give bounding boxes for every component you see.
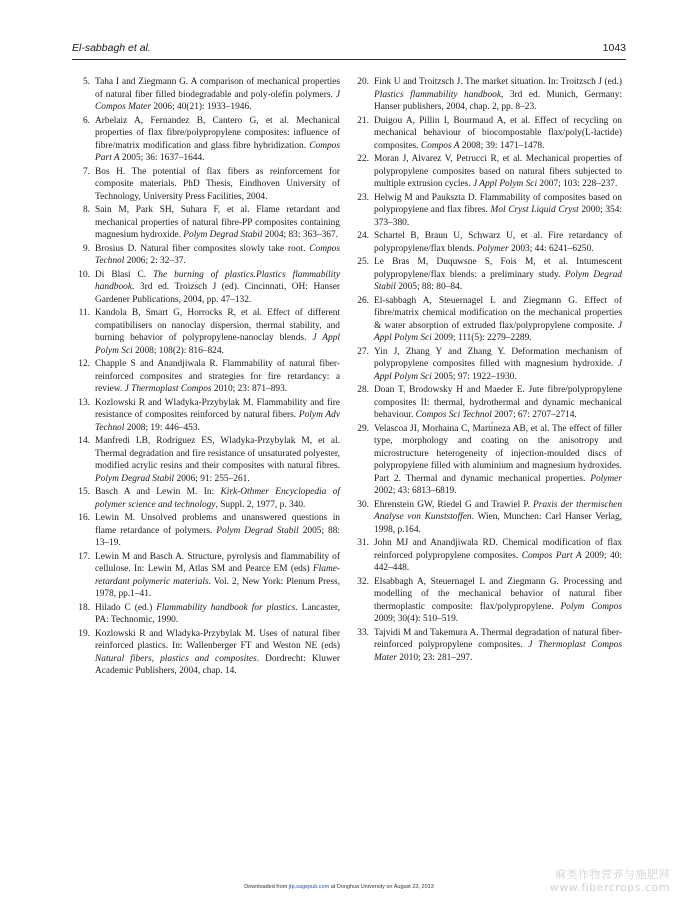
reference-text: . Wien, Munchen: Carl Hanser Verlag, 1998, p.164. [374,512,622,535]
reference-text: Kandola B, Smart G, Horrocks R, et al. Effect of different compatibilisers on nanoclay dispersion, thermal stability, and burning behavior of polypropylene-nanoclay blends. [95,308,340,343]
reference-source-title: Compos Technol [95,243,340,266]
reference-number: 13 . [72,397,90,410]
reference-text: 2004; 83: 363–367. [262,230,338,240]
reference-text: Chapple S and Anandjiwala R. Flammability of natural fiber-reinforced composites and strategies for fire retardancy: a review. [95,359,340,394]
reference-number: 15 . [72,486,90,499]
reference-text: 2005; 36: 1637–1644. [119,153,205,163]
reference-number: 8 . [72,204,90,217]
reference-number: 31 . [351,537,369,550]
reference-text: Di Blasi C. [95,269,154,280]
reference-source-title: Kirk-Othmer Encyclopedia of polymer science and technology [95,487,340,510]
reference-source-title: Praxis der thermischen Analyse von Kunststoffen [374,499,623,522]
reference-text: Sain M, Park SH, Suhara F, et al. Flame retardant and mechanical properties of natural fibre-PP composites containing magnesium hydroxide. [95,205,340,240]
reference-number: 33 . [351,627,369,640]
reference-item [351,256,622,294]
reference-text: Kozlowski R and Wladyka-Przybylak M. Flammability and fire resistance of composites reinforced by natural fibers. [95,397,340,420]
reference-text: 2010; 23: 871–893. [211,384,288,394]
reference-text: Moran J, Alvarez V, Petrucci R, et al. Mechanical properties of polypropylene composites based on natural fibers subjected to multiple extrusion cycles. [374,154,622,189]
reference-list-right-column [351,76,622,665]
reference-text: 2009; 30(4): 510–519. [374,614,459,624]
reference-item [351,499,622,537]
reference-number: 24 . [351,230,369,243]
reference-number: 5 . [72,76,90,89]
reference-text: 2008; 108(2): 816–824. [132,345,224,356]
reference-text: Yin J, Zhang Y and Zhang Y. Deformation mechanism of polypropylene composites filled with magnesium hydroxide. [374,346,622,369]
reference-source-title: J Appl Polym Sci [374,320,622,343]
reference-item [72,551,340,601]
reference-source-title: J Compos Mater [95,89,340,112]
reference-text: , Suppl. 2, 1977, p. 340. [215,499,306,510]
reference-text: Taha I and Ziegmann G. A comparison of mechanical properties of natural fiber filled biodegradable and poly-olefin polymers. [95,77,340,100]
reference-number: 19 . [72,628,90,641]
reference-source-title: Polym Compos [560,601,623,612]
reference-number: 23 . [351,192,369,205]
reference-text: Elsabbagh A, Steuernagel L and Ziegmann G. Processing and modelling of the mechanical behavior of natural fiber thermoplastic composite: flax/polypropylene. [374,576,622,612]
reference-text: 2008; 19: 446–453. [124,422,200,433]
reference-item [351,115,622,153]
reference-source-title: Compos Part A [95,140,340,163]
reference-item [351,153,622,191]
reference-item [72,269,340,307]
reference-text: Lewin M and Basch A. Structure, pyrolysis and flammability of cellulose. In: Lewin M, Atlas SM and Pearce EM (eds) [95,551,340,574]
reference-item [72,512,340,550]
reference-source-title: The burning of plastics.Plastics flammability handbook [95,269,340,292]
reference-text: Brosius D. Natural fiber composites slowly take root. [95,243,310,254]
reference-number: 27 . [351,346,369,359]
reference-text: 2006; 91: 255–261. [174,473,250,484]
reference-text: 2002; 43: 6813–6819. [374,486,457,496]
reference-text: . 3rd ed. Troizsch J (ed). Cincinnati, OH: Hanser Gardener Publications, 2004, pp. 47–132. [95,282,340,305]
reference-text: Le Bras M, Duquwsne S, Fois M, et al. Intumescent polypropylene/flax blends: a preliminary study. [374,257,622,280]
reference-source-title: Polym Degrad Stabil [374,269,622,292]
reference-source-title: Natural fibers, plastics and composites [95,653,257,664]
reference-source-title: Polym Degrad Stabil [183,230,263,240]
reference-item [351,76,622,114]
reference-text: Schartel B, Braun U, Schwarz U, et al. Fire retardancy of polypropylene/flax blends. [374,231,622,254]
reference-item [351,537,622,575]
reference-source-title: Compos A [420,140,460,151]
reference-text: Fink U and Troitzsch J. The market situation. In: Troitzsch J (ed.) [374,77,622,87]
reference-number: 21 . [351,115,369,128]
reference-text: 2007; 67: 2707–2714. [491,410,577,420]
reference-source-title: Polym Degrad Stabil [95,473,175,484]
reference-source-title: J Appl Polym Sci [374,359,622,382]
reference-text: El-sabbagh A, Steuernagel L and Ziegmann G. Effect of fibre/matrix chemical modification on the mechanical properties & water absorption of extruded flax/polypropylene composite. [374,295,622,331]
reference-text: 2005; 88: 80–84. [395,282,463,292]
reference-source-title: Mol Cryst Liquid Cryst [490,205,579,215]
reference-number: 9 . [72,243,90,256]
reference-list-left-column [72,76,340,679]
reference-number: 14 . [72,435,90,448]
reference-source-title: Compos Sci Technol [415,410,492,420]
reference-source-title: J Thermoplast Compos [124,384,212,394]
reference-item [72,397,340,435]
reference-text: 2005; 88: 13–19. [95,525,340,548]
reference-number: 29 . [351,423,369,436]
reference-item [351,384,622,422]
reference-item [72,628,340,678]
reference-source-title: J Appl Polym Sci [95,333,340,356]
reference-text: 2009; 40: 442–448. [374,550,623,573]
reference-source-title: J Appl Polym Sci [472,179,538,189]
reference-item [351,192,622,230]
reference-text: 2003; 44: 6241–6250. [508,243,594,254]
reference-item [72,243,340,268]
reference-item [351,230,622,255]
reference-number: 22 . [351,153,369,166]
reference-text: Basch A and Lewin M. In: [95,487,221,497]
reference-source-title: Compos Part A [521,550,582,561]
reference-text: Arbelaiz A, Fernandez B, Cantero G, et al. Mechanical properties of flax fibre/polypropylene composites: influence of fibre/matrix modification and glass fibre hybridization. [95,115,340,151]
reference-item [72,358,340,396]
reference-number: 11 . [72,307,90,320]
reference-item [351,295,622,345]
reference-text: 2009; 111(5): 2279–2289. [431,333,532,343]
reference-item [72,166,340,204]
reference-text: 2007; 103: 228–237. [537,179,618,189]
reference-text: 2006; 40(21): 1933–1946. [151,102,252,112]
reference-source-title: Polym Degrad Stabil [216,525,299,536]
reference-number: 6 . [72,115,90,128]
download-link[interactable]: jtp.sagepub.com [288,884,330,890]
reference-text: 2005; 97: 1922–1930. [431,371,517,382]
reference-source-title: J Thermoplast Compos Mater [374,640,622,663]
reference-text: . Vol. 2, New York: Plenum Press, 1978, pp.1–41. [95,576,340,599]
page-number: 1043 [602,42,626,54]
reference-item [351,346,622,384]
reference-source-title: Polymer [476,243,509,254]
reference-text: 2000; 354: 373–380. [374,205,622,228]
running-head [72,42,626,58]
reference-item [72,486,340,511]
running-author: El-sabbagh et al. [72,42,151,54]
reference-number: 16 . [72,512,90,525]
reference-text: . Lancaster, PA: Technomic, 1990. [95,602,340,625]
reference-source-title: Flame-retardant polymeric materials [95,564,340,587]
reference-item [72,76,340,114]
reference-item [351,576,622,626]
reference-source-title: Flammability handbook for plastics [156,602,296,613]
reference-item [351,423,622,498]
reference-text: Velascoa JI, Morhaina C, Martı́neza AB, et al. The effect of filler type, morphology and coating on the anisotropy and microstructure heterogeneity of injection-moulded discs of polypropylene filled with aluminium and magnesium hydroxides. Part 2. Thermal and dynamic mechanical properties. [374,423,622,484]
reference-text: John MJ and Anandjiwala RD. Chemical modification of flax reinforced polypropylene composites. [374,538,622,561]
reference-number: 7 . [72,166,90,179]
reference-item [72,435,340,485]
reference-number: 28 . [351,384,369,397]
reference-text: 2006; 2: 32–37. [124,256,186,266]
reference-text: Duigou A, Pillin I, Bourmaud A, et al. Effect of recycling on mechanical behaviour of biocompostable flax/poly(L-lactide) composites. [374,115,622,151]
header-rule [72,59,626,60]
watermark-line-2: www.fibercrops.com [549,881,670,894]
reference-item [72,307,340,357]
reference-text: Lewin M. Unsolved problems and unanswered questions in flame retardance of polymers. [95,513,340,536]
reference-source-title: Plastics flammability handbook [374,89,502,100]
reference-source-title: Polymer [590,473,622,484]
download-suffix: at Donghua University on August 23, 2013 [329,884,434,890]
reference-number: 12 . [72,358,90,371]
reference-source-title: Polym Adv Technol [95,410,341,433]
reference-number: 30 . [351,499,369,512]
reference-number: 17 . [72,551,90,564]
reference-text: Bos H. The potential of flax fibers as reinforcement for composite materials. PhD Thesis, Eindhoven University of Technology, University Press Facilities, 2004. [95,166,340,202]
reference-number: 32 . [351,576,369,589]
reference-number: 18 . [72,602,90,615]
reference-item [72,204,340,242]
reference-item [72,115,340,165]
reference-text: 2010; 23: 281–297. [396,652,473,663]
reference-number: 26 . [351,295,369,308]
watermark-line-1: 麻类作物营养与施肥网 [555,868,670,881]
reference-text: . Dordrecht: Kluwer Academic Publishers, 2004, chap. 14. [95,653,340,676]
reference-text: Helwig M and Paukszta D. Flammability of composites based on polypropylene and flax fibres. [374,192,622,215]
reference-text: , 3rd ed. Munich, Germany: Hanser publishers, 2004, chap. 2, pp. 8–23. [374,89,622,112]
reference-item [72,602,340,627]
reference-number: 20 . [351,76,369,89]
reference-text: Ehrenstein GW, Riedel G and Trawiel P. [374,499,533,510]
reference-item [351,627,622,665]
download-prefix: Downloaded from [244,884,289,890]
watermark [550,868,670,894]
reference-text: Tajvidi M and Takemura A. Thermal degradation of natural fiber-reinforced polypropylene composites. [374,627,622,650]
reference-text: Manfredi LB, Rodriguez ES, Wladyka-Przybylak M, et al. Thermal degradation and fire resistance of unsaturated polyester, modified acrylic resins and their composites with natural fibres. [95,436,340,471]
reference-text: Doan T, Brodowsky H and Maeder E. Jute fibre/polypropylene composites II: thermal, hydrothermal and dynamic mechanical behaviour. [374,385,622,420]
reference-number: 10 . [72,269,90,282]
reference-text: 2008; 39: 1471–1478. [459,140,545,151]
reference-text: Hilado C (ed.) [95,602,157,613]
reference-text: Kozlowski R and Wladyka-Przybylak M. Uses of natural fiber reinforced plastics. In: Wallenberger FT and Weston NE (eds) [95,628,340,651]
reference-number: 25 . [351,256,369,269]
